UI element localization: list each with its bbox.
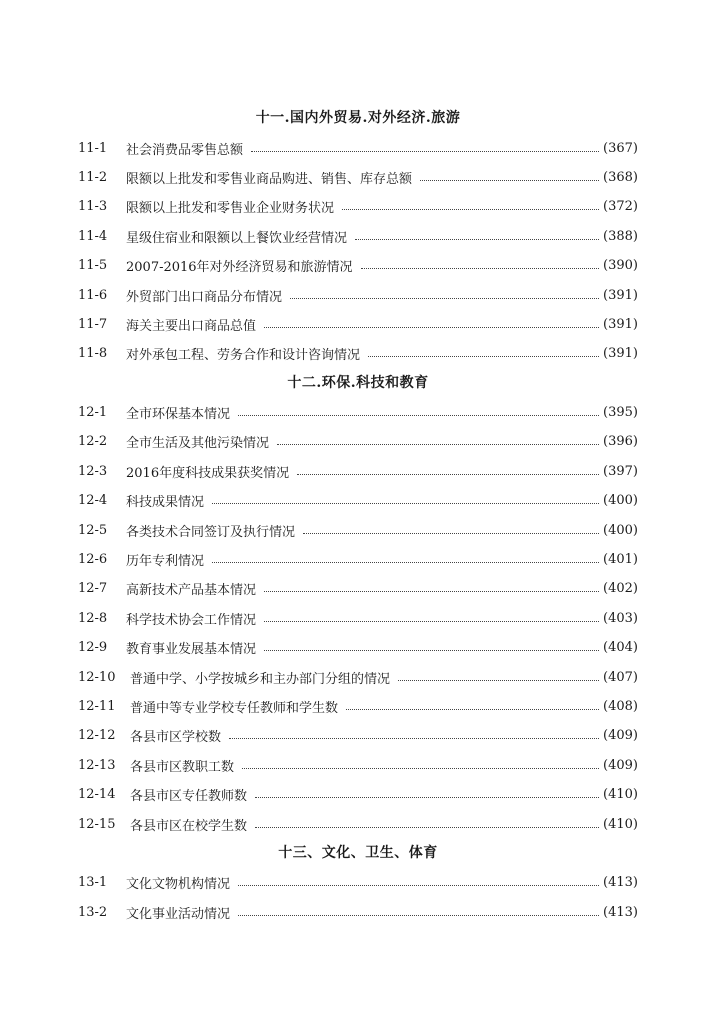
entry-page-number: ( 402 ): [603, 581, 638, 596]
entry-title: 2016年度科技成果获奖情况: [126, 465, 290, 481]
entry-number: 12-13: [78, 757, 116, 773]
entry-number: 12-10: [78, 669, 116, 685]
entry-title: 2007-2016年对外经济贸易和旅游情况: [126, 260, 353, 276]
dot-leader: [212, 562, 599, 563]
entry-number: 13-1: [78, 875, 108, 891]
entry-title: 各县市区学校数: [130, 730, 222, 746]
entry-number: 11-7: [78, 316, 108, 332]
entry-title: 普通中等专业学校专任教师和学生数: [130, 701, 339, 716]
entry-title: 限额以上批发和零售业企业财务状况: [126, 201, 335, 217]
dot-leader: [297, 474, 599, 475]
toc-entry[interactable]: [78, 427, 638, 456]
entry-page-number: ( 390 ): [603, 258, 638, 273]
entry-page-number: ( 407 ): [603, 670, 638, 685]
toc-section: [78, 104, 638, 369]
entry-page-number: ( 391 ): [603, 317, 638, 332]
entry-title: 限额以上批发和零售业商品购进、销售、库存总额: [126, 171, 413, 187]
toc-entry[interactable]: [78, 486, 638, 515]
entry-page-number: ( 409 ): [603, 758, 638, 773]
toc-entry[interactable]: [78, 633, 638, 662]
dot-leader: [212, 503, 599, 504]
toc-entry[interactable]: [78, 310, 638, 339]
dot-leader: [342, 209, 599, 210]
toc-entry[interactable]: [78, 222, 638, 251]
entry-number: 12-7: [78, 581, 108, 597]
entry-page-number: ( 397 ): [603, 464, 638, 479]
dot-leader: [355, 239, 599, 240]
entry-page-number: ( 409 ): [603, 728, 638, 743]
toc-entry[interactable]: [78, 898, 638, 927]
toc-entry[interactable]: [78, 662, 638, 691]
toc-entry[interactable]: [78, 780, 638, 809]
entry-page-number: ( 400 ): [603, 523, 638, 538]
dot-leader: [398, 680, 599, 681]
entry-title: 科学技术协会工作情况: [126, 612, 257, 628]
entry-number: 11-3: [78, 199, 108, 215]
toc-entry[interactable]: [78, 339, 638, 368]
entry-page-number: ( 391 ): [603, 346, 638, 361]
entry-title: 文化事业活动情况: [126, 906, 231, 922]
entry-number: 11-6: [78, 287, 108, 303]
entry-number: 12-12: [78, 728, 116, 744]
dot-leader: [264, 650, 599, 651]
toc-entry[interactable]: [78, 398, 638, 427]
toc-entry[interactable]: [78, 809, 638, 838]
entry-number: 12-14: [78, 787, 116, 803]
dot-leader: [420, 180, 599, 181]
dot-leader: [303, 533, 599, 534]
toc-entry[interactable]: [78, 192, 638, 221]
entry-number: 12-6: [78, 552, 108, 568]
dot-leader: [290, 298, 599, 299]
entry-number: 12-4: [78, 493, 108, 509]
dot-leader: [238, 415, 599, 416]
entry-page-number: ( 413 ): [603, 875, 638, 890]
dot-leader: [264, 327, 599, 328]
entry-page-number: ( 403 ): [603, 611, 638, 626]
entry-number: 12-3: [78, 463, 108, 479]
entry-page-number: ( 395 ): [603, 405, 638, 420]
toc-entry[interactable]: [78, 133, 638, 162]
toc-entry[interactable]: [78, 751, 638, 780]
section-title: 十二.环保.科技和教育: [287, 374, 429, 391]
entry-title: 科技成果情况: [126, 495, 205, 511]
dot-leader: [346, 709, 599, 710]
dot-leader: [368, 356, 599, 357]
toc-entry[interactable]: [78, 604, 638, 633]
entry-number: 12-1: [78, 405, 108, 421]
section-title: 十一.国内外贸易.对外经济.旅游: [255, 110, 461, 126]
entry-page-number: ( 410 ): [603, 817, 638, 832]
table-of-contents: [78, 104, 638, 927]
entry-number: 11-4: [78, 228, 108, 244]
toc-entry[interactable]: [78, 692, 638, 721]
entry-title: 高新技术产品基本情况: [126, 583, 257, 599]
entry-page-number: ( 408 ): [603, 699, 638, 714]
entry-number: 11-8: [78, 346, 108, 362]
entry-title: 教育事业发展基本情况: [126, 642, 257, 658]
entry-page-number: ( 372 ): [603, 199, 638, 214]
entry-title: 各县市区专任教师数: [130, 789, 248, 805]
entry-title: 全市生活及其他污染情况: [126, 436, 270, 452]
toc-section: [78, 369, 638, 839]
entry-page-number: ( 410 ): [603, 787, 638, 802]
dot-leader: [238, 915, 599, 916]
entry-page-number: ( 368 ): [603, 170, 638, 185]
dot-leader: [255, 827, 599, 828]
entry-number: 13-2: [78, 904, 108, 920]
entry-page-number: ( 413 ): [603, 905, 638, 920]
toc-entry[interactable]: [78, 163, 638, 192]
entry-title: 对外承包工程、劳务合作和设计咨询情况: [126, 348, 361, 364]
toc-entry[interactable]: [78, 457, 638, 486]
entry-title: 外贸部门出口商品分布情况: [126, 289, 283, 305]
dot-leader: [242, 768, 599, 769]
toc-entry[interactable]: [78, 574, 638, 603]
entry-title: 海关主要出口商品总值: [126, 318, 257, 334]
entry-number: 12-2: [78, 434, 108, 450]
entry-number: 11-2: [78, 169, 108, 185]
entry-number: 12-11: [78, 699, 116, 714]
entry-page-number: ( 367 ): [603, 141, 638, 156]
toc-entry[interactable]: [78, 280, 638, 309]
entry-page-number: ( 391 ): [603, 288, 638, 303]
section-title: 十三、文化、卫生、体育: [278, 844, 438, 861]
entry-page-number: ( 401 ): [603, 552, 638, 567]
entry-title: 历年专利情况: [126, 554, 205, 570]
entry-page-number: ( 388 ): [603, 229, 638, 244]
dot-leader: [229, 738, 599, 739]
entry-number: 12-15: [78, 816, 116, 832]
toc-entry[interactable]: [78, 545, 638, 574]
entry-title: 各县市区在校学生数: [130, 818, 248, 834]
entry-number: 11-5: [78, 258, 108, 274]
entry-page-number: ( 396 ): [603, 434, 638, 449]
dot-leader: [255, 797, 599, 798]
dot-leader: [361, 268, 599, 269]
entry-page-number: ( 404 ): [603, 640, 638, 655]
entry-title: 各类技术合同签订及执行情况: [126, 524, 296, 540]
dot-leader: [251, 151, 599, 152]
toc-entry[interactable]: [78, 721, 638, 750]
entry-number: 12-9: [78, 640, 108, 656]
dot-leader: [238, 885, 599, 886]
dot-leader: [264, 621, 599, 622]
entry-title: 社会消费品零售总额: [126, 142, 244, 158]
entry-page-number: ( 400 ): [603, 493, 638, 508]
toc-entry[interactable]: [78, 868, 638, 897]
entry-number: 12-8: [78, 610, 108, 626]
entry-number: 12-5: [78, 522, 108, 538]
entry-title: 文化文物机构情况: [126, 877, 231, 893]
toc-entry[interactable]: [78, 251, 638, 280]
dot-leader: [264, 591, 599, 592]
toc-section: [78, 839, 638, 927]
entry-title: 普通中学、小学按城乡和主办部门分组的情况: [130, 671, 391, 687]
toc-entry[interactable]: [78, 515, 638, 544]
entry-title: 星级住宿业和限额以上餐饮业经营情况: [126, 230, 348, 246]
entry-number: 11-1: [78, 140, 108, 156]
entry-title: 全市环保基本情况: [126, 407, 231, 423]
dot-leader: [277, 444, 599, 445]
entry-title: 各县市区教职工数: [130, 759, 235, 775]
